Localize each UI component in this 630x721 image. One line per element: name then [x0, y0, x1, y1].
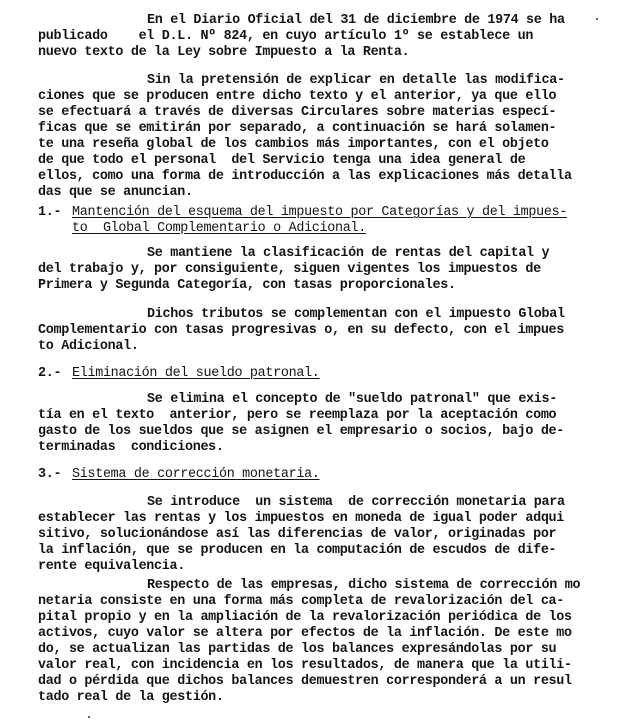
- text-line: ciones que se producen entre dicho texto y el anterior, ya que ello: [38, 89, 557, 104]
- section-title-continued: to Global Complementario o Adicional.: [72, 221, 366, 236]
- text-line: sitivo, solucionándose así las diferencias de valor, originadas por: [38, 527, 557, 542]
- text-line: terminadas condiciones.: [38, 440, 224, 455]
- text-line: Complementario con tasas progresivas o, en su defecto, con el impues: [38, 323, 565, 338]
- text-line: Se elimina el concepto de "sueldo patronal" que exis-: [147, 392, 557, 407]
- text-line: te una reseña global de los cambios más importantes, con el objeto: [38, 137, 549, 152]
- text-line: Sin la pretensión de explicar en detalle las modifica-: [147, 73, 565, 88]
- text-line: Dichos tributos se complementan con el impuesto Global: [147, 307, 565, 322]
- text-line: tado real de la gestión.: [38, 690, 224, 705]
- section-title: Eliminación del sueldo patronal.: [72, 366, 320, 381]
- text-line: das que se anuncian.: [38, 185, 193, 200]
- text-line: rente equivalencia.: [38, 559, 185, 574]
- text-line: dad o pérdida que dichos balances demuestren corresponderá a un resul: [38, 674, 572, 689]
- text-line: publicado el D.L. Nº 824, en cuyo artículo 1º se establece un: [38, 29, 534, 44]
- text-line: to Adicional.: [38, 339, 139, 354]
- text-line: do, se actualizan las partidas de los balances expresándolas por su: [38, 642, 557, 657]
- text-line: Respecto de las empresas, dicho sistema de corrección mo: [147, 578, 581, 593]
- text-line: de que todo el personal del Servicio tenga una idea general de: [38, 153, 526, 168]
- text-line: nuevo texto de la Ley sobre Impuesto a la Renta.: [38, 45, 410, 60]
- scan-speck: [88, 716, 90, 718]
- section-title: Mantención del esquema del impuesto por Categorías y del impues-: [72, 205, 568, 220]
- text-line: activos, cuyo valor se altera por efectos de la inflación. De este mo: [38, 626, 572, 641]
- text-line: Se mantiene la clasificación de rentas del capital y: [147, 246, 550, 261]
- text-line: ellos, como una forma de introducción a las explicaciones más detalla: [38, 169, 572, 184]
- scan-speck: [596, 18, 598, 20]
- text-line: del trabajo y, por consiguiente, siguen vigentes los impuestos de: [38, 262, 541, 277]
- text-line: ficas que se emitirán por separado, a continuación se hará solamen-: [38, 121, 557, 136]
- text-line: pital propio y en la ampliación de la revalorización periódica de los: [38, 610, 572, 625]
- text-line: la inflación, que se producen en la computación de escudos de dife-: [38, 543, 557, 558]
- text-line: Primera y Segunda Categoría, con tasas proporcionales.: [38, 278, 456, 293]
- text-line: valor real, con incidencia en los resultados, de manera que la utili-: [38, 658, 572, 673]
- text-line: tía en el texto anterior, pero se reemplaza por la aceptación como: [38, 408, 557, 423]
- text-line: gasto de los sueldos que se asignen el empresario o socios, bajo de-: [38, 424, 565, 439]
- text-line: se efectuará a través de diversas Circulares sobre materias especí-: [38, 105, 557, 120]
- section-number: 1.-: [38, 205, 62, 220]
- section-number: 3.-: [38, 467, 62, 482]
- text-line: Se introduce un sistema de corrección monetaria para: [147, 495, 565, 510]
- section-number: 2.-: [38, 366, 62, 381]
- text-line: establecer las rentas y los impuestos en moneda de igual poder adqui: [38, 511, 565, 526]
- text-line: netaria consiste en una forma más completa de revalorización del ca-: [38, 594, 565, 609]
- text-line: En el Diario Oficial del 31 de diciembre de 1974 se ha: [147, 13, 565, 28]
- section-title: Sistema de corrección monetaria.: [72, 467, 320, 482]
